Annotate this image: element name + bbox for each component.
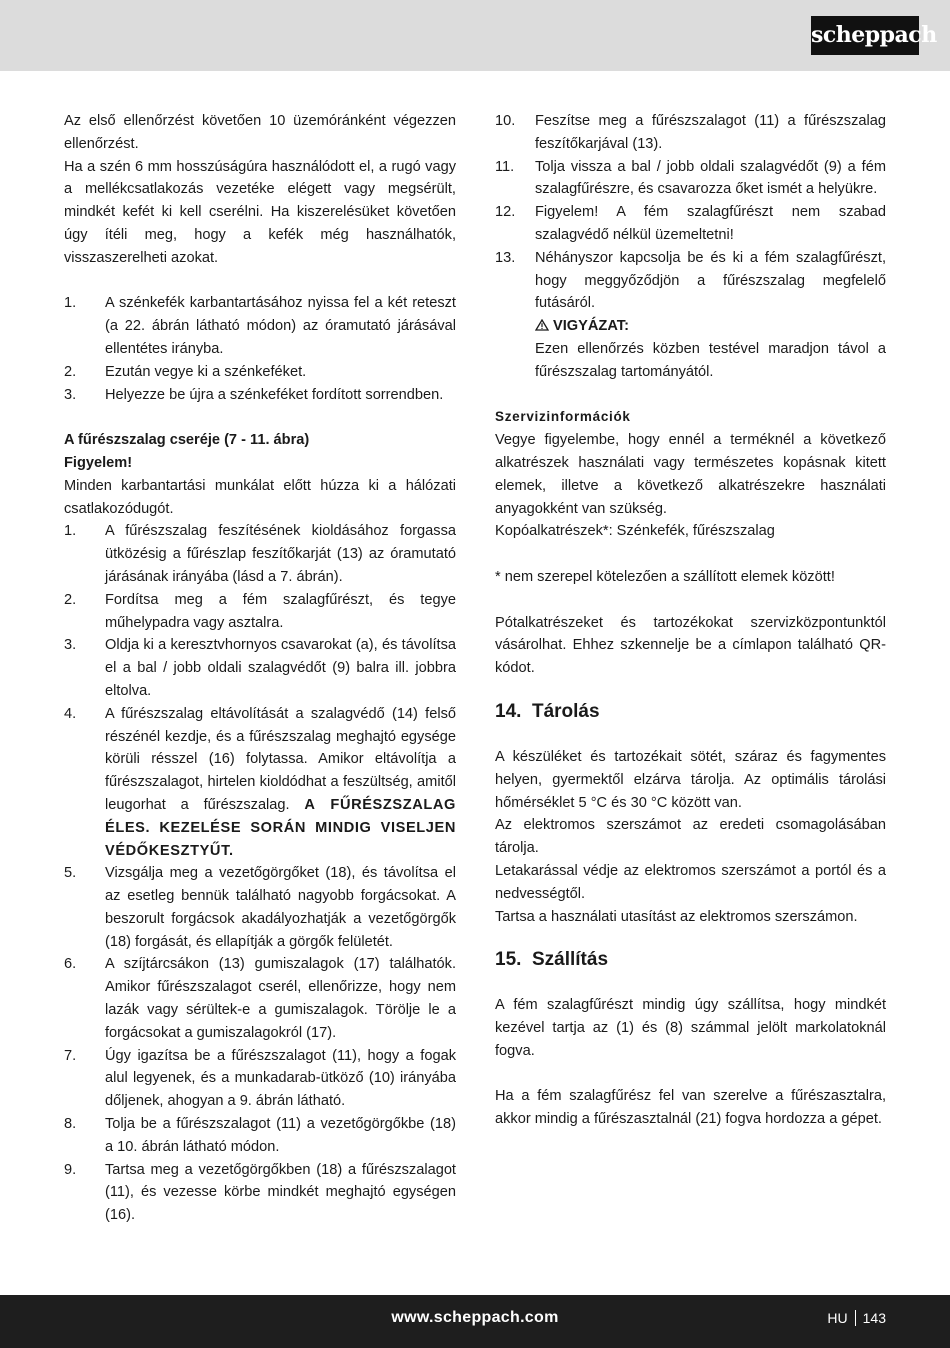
transport-paragraph: A fém szalagfűrészt mindig úgy szállítsa, hogy mindkét kezével tartja az (1) és (8) számmal jelölt markolatoknál fogva. (495, 997, 886, 1059)
list-text: A szénkefék karbantartásához nyissa fel a két reteszt (a 22. ábrán látható módon) az óramutató járásával ellentétes irányba. (105, 295, 456, 357)
scheppach-logo: scheppach (811, 16, 919, 55)
section-14-heading (495, 700, 886, 724)
list-item (64, 1159, 456, 1227)
caution-heading (535, 318, 629, 334)
list-text: Vizsgálja meg a vezetőgörgőket (18), és távolítsa el az esetleg bennük található nagyobb forgácsokat. A beszorult forgácsok akadályozhatják a vezetőgörgők (18) forgását, és ellapítják a görgők felületét. (105, 865, 456, 950)
list-text: Tartsa meg a vezetőgörgőkben (18) a fűrészszalagot (11), és vezesse körbe mindkét meghajtó egységen (16). (105, 1161, 456, 1224)
list-text: Figyelem! A fém szalagfűrészt nem szabad szalagvédő nélkül üzemeltetni! (535, 204, 886, 243)
storage-paragraph: Tartsa a használati utasítást az elektromos szerszámon. (495, 908, 858, 925)
list-text: Helyezze be újra a szénkeféket fordított sorrendben. (105, 386, 444, 403)
list-text: A fűrészszalag feszítésének kioldásához forgassa ütközésig a fűrészlap feszítőkarját (13) az óramutató járásának irányába (lásd a 7. ábrán). (105, 523, 456, 585)
list-text: Fordítsa meg a fém szalagfűrészt, és tegye műhelypadra vagy asztalra. (105, 591, 456, 631)
list-number: 2. (64, 363, 77, 380)
list-item (64, 361, 456, 384)
left-column (64, 110, 456, 1227)
list-text (105, 703, 456, 863)
list-item (64, 1113, 456, 1159)
list-number: 1. (64, 295, 77, 312)
section-number: 14. (495, 700, 522, 722)
transport-paragraph: Ha a fém szalagfűrész fel van szerelve a fűrészasztalra, akkor mindig a fűrészasztalnál (21) fogva hordozza a gépet. (495, 1088, 886, 1128)
list-number: 11. (495, 158, 515, 175)
warning-triangle-icon (535, 319, 549, 331)
list-item (495, 156, 886, 202)
list-item (495, 247, 886, 384)
unplug-notice: Minden karbantartási munkálat előtt húzza ki a hálózati csatlakozódugót. (64, 477, 456, 517)
list-number: 4. (64, 705, 77, 722)
list-item (64, 634, 456, 702)
page-number: 143 (862, 1310, 886, 1326)
list-item (64, 953, 456, 1044)
service-info-text: Vegye figyelembe, hogy ennél a terméknél a következő alkatrészek használati vagy természetes kopásnak kitett elemek, illetve a következő alkatrészekre használati anyagokként van szükség. (495, 432, 886, 517)
section-title: Tárolás (531, 700, 600, 722)
storage-paragraph: A készüléket és tartozékait sötét, száraz és fagymentes helyen, gyermektől elzárva tárolja. Az optimális tárolási hőmérséklet 5 °C és 30 °C között van. (495, 748, 886, 811)
service-info-heading: Szervizinformációk (495, 409, 631, 425)
list-text: Tolja be a fűrészszalagot (11) a vezetőgörgőkbe (18) a 10. ábrán látható módon. (105, 1116, 456, 1155)
list-number: 6. (64, 956, 77, 973)
spare-parts-text: Pótalkatrészeket és tartozékokat szervizközpontunktól vásárolhat. Ehhez szkennelje be a címlapon található QR-kódot. (495, 614, 886, 677)
blade-change-heading: A fűrészszalag cseréje (7 - 11. ábra) (64, 432, 310, 449)
list-number: 5. (64, 865, 77, 882)
list-text-body: Néhányszor kapcsolja be és ki a fém szalagfűrészt, hogy meggyőződjön a fűrészszalag megfelelő futásáról. (535, 249, 886, 312)
sharp-blade-warning: A FŰRÉSZSZALAG ÉLES. KEZELÉSE SORÁN MINDIG VISELJEN VÉDŐKESZTYŰT. (105, 796, 457, 859)
list-item (495, 110, 886, 156)
list-number: 3. (64, 386, 77, 403)
list-item (64, 1045, 456, 1113)
list-number: 9. (64, 1161, 77, 1178)
page-header (0, 0, 950, 71)
section-title: Szállítás (531, 949, 609, 971)
website-url: www.scheppach.com (391, 1309, 559, 1326)
section-number: 15. (495, 949, 522, 971)
storage-paragraph: Az elektromos szerszámot az eredeti csomagolásában tárolja. (495, 817, 886, 857)
storage-paragraph: Letakarással védje az elektromos szerszámot a portól és a nedvességtől. (495, 862, 886, 902)
list-item (64, 520, 456, 588)
caution-title: VIGYÁZAT: (553, 318, 629, 335)
list-number: 13. (495, 249, 516, 266)
list-text: Feszítse meg a fűrészszalagot (11) a fűrészszalag feszítőkarjával (13). (535, 113, 886, 152)
intro-paragraph: Az első ellenőrzést követően 10 üzemóránként végezzen ellenőrzést. (64, 113, 456, 152)
list-item (64, 384, 456, 407)
list-item (64, 703, 456, 863)
list-number: 7. (64, 1047, 77, 1064)
list-text-body: A fűrészszalag eltávolítását a szalagvédő (14) felső részénél kezdje, és a fűrészszalag meghajtó egysége körüli résszel (16) folytassa. Amikor eltávolítja a fűrészszalagot, hirtelen kioldódhat a feszültség, amitől leugorhat a fűrészszalag. (105, 705, 456, 813)
footnote-text: * nem szerepel kötelezően a szállított elemek között! (495, 568, 835, 585)
list-number: 8. (64, 1116, 77, 1133)
brush-replacement-paragraph: Ha a szén 6 mm hosszúságúra használódott el, a rugó vagy a mellékcsatlakozás vezetéke elégett vagy megsérült, mindkét kefét ki kell cserélni. Ha kiszerelésüket követően úgy ítéli meg, hogy a kefék még használhatók, visszaszerelheti azokat. (64, 158, 456, 266)
list-text: Tolja vissza a bal / jobb oldali szalagvédőt (9) a fém szalagfűrészre, és csavarozza őket ismét a helyükre. (535, 158, 886, 198)
caution-text: Ezen ellenőrzés közben testével maradjon távol a fűrészszalag tartományától. (535, 340, 886, 380)
list-number: 3. (64, 637, 77, 654)
page-indicator (827, 1310, 886, 1326)
list-item (64, 292, 456, 360)
list-item (495, 201, 886, 247)
list-number: 2. (64, 591, 77, 608)
right-column (495, 110, 886, 1131)
list-number: 1. (64, 523, 77, 540)
page-footer (0, 1295, 950, 1348)
language-code: HU (827, 1310, 848, 1326)
list-item (64, 862, 456, 953)
section-15-heading (495, 948, 886, 972)
list-text: Ezután vegye ki a szénkeféket. (105, 363, 307, 380)
list-text (535, 247, 886, 384)
list-number: 12. (495, 204, 516, 221)
list-text: Úgy igazítsa be a fűrészszalagot (11), hogy a fogak alul legyenek, és a munkadarab-ütköző (10) irányába dőljenek, ahogyan a 9. ábrán látható. (105, 1047, 456, 1110)
list-text: Oldja ki a keresztvhornyos csavarokat (a), és távolítsa el a bal / jobb oldali szalagvédőt (9) balra ill. jobbra eltolva. (105, 637, 456, 699)
list-text: A szíjtárcsákon (13) gumiszalagok (17) találhatók. Amikor fűrészszalagot cserél, ellenőrizze, hogy nem lazák vagy sérültek-e a gumiszalagok. Törölje le a forgácsokat a gumiszalagokról (17). (105, 956, 456, 1041)
wear-parts-line: Kopóalkatrészek*: Szénkefék, fűrészszalag (495, 523, 775, 540)
list-item (64, 589, 456, 635)
attention-label: Figyelem! (64, 454, 133, 471)
list-number: 10. (495, 113, 516, 129)
